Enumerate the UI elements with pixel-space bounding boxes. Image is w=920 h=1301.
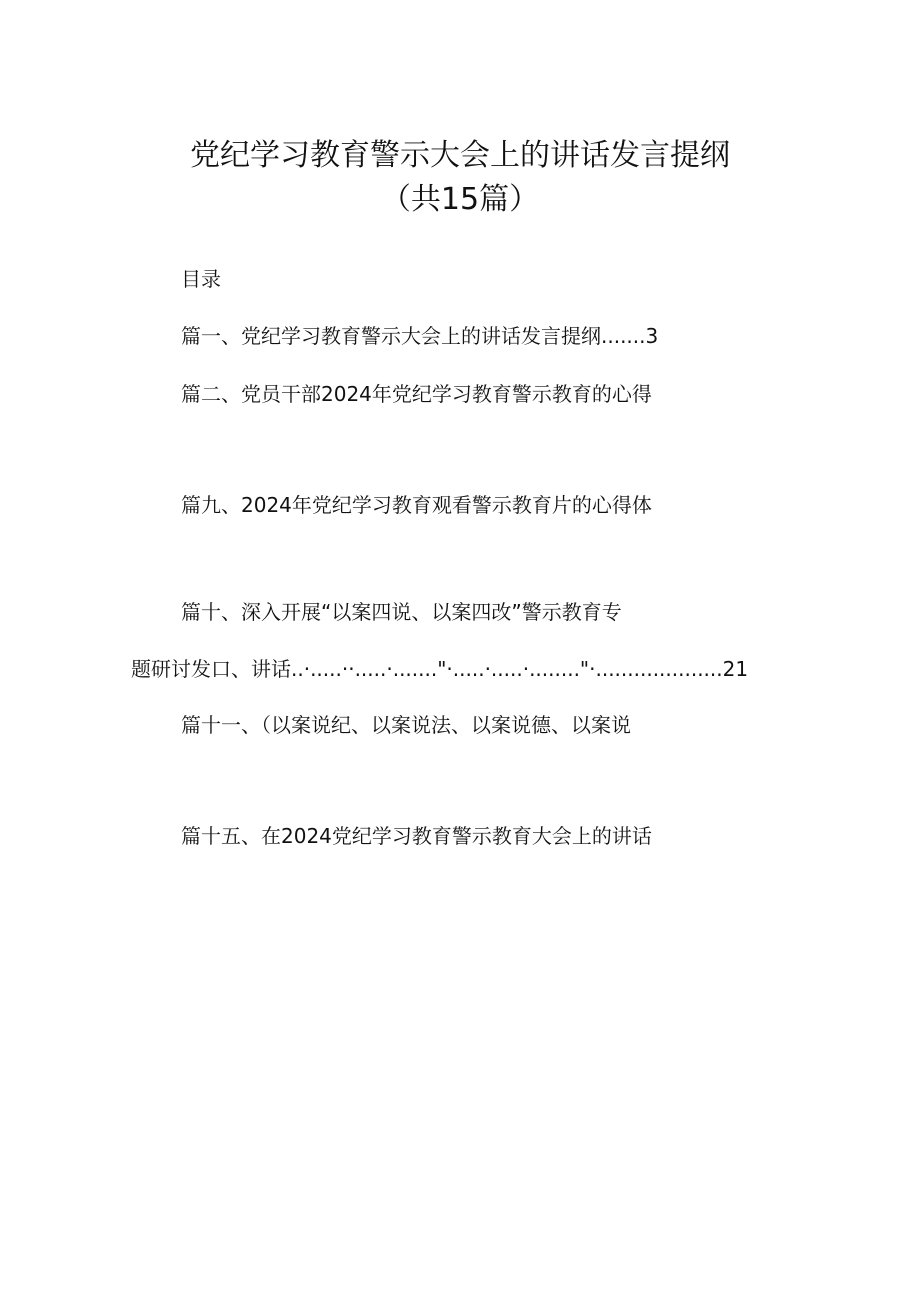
document-title: 党纪学习教育警示大会上的讲话发言提纲 (190, 138, 730, 173)
toc-entry-1[interactable]: 篇一、党纪学习教育警示大会上的讲话发言提纲.......3 (181, 324, 659, 348)
toc-entry-9[interactable]: 篇九、2024年党纪学习教育观看警示教育片的心得体 (181, 493, 652, 517)
toc-entry-10-continued[interactable]: 题研讨发口、讲话..·.....··.....·......."·.....·.....·........"·....................21 (131, 657, 749, 681)
document-title-count: （共15篇） (380, 182, 540, 217)
toc-entry-15[interactable]: 篇十五、在2024党纪学习教育警示教育大会上的讲话 (181, 824, 652, 848)
toc-entry-11[interactable]: 篇十一、（以案说纪、以案说法、以案说德、以案说 (181, 713, 631, 737)
toc-entry-10[interactable]: 篇十、深入开展“以案四说、以案四改”警示教育专 (181, 600, 622, 624)
toc-entry-2[interactable]: 篇二、党员干部2024年党纪学习教育警示教育的心得 (181, 382, 652, 406)
toc-heading: 目录 (181, 267, 221, 291)
